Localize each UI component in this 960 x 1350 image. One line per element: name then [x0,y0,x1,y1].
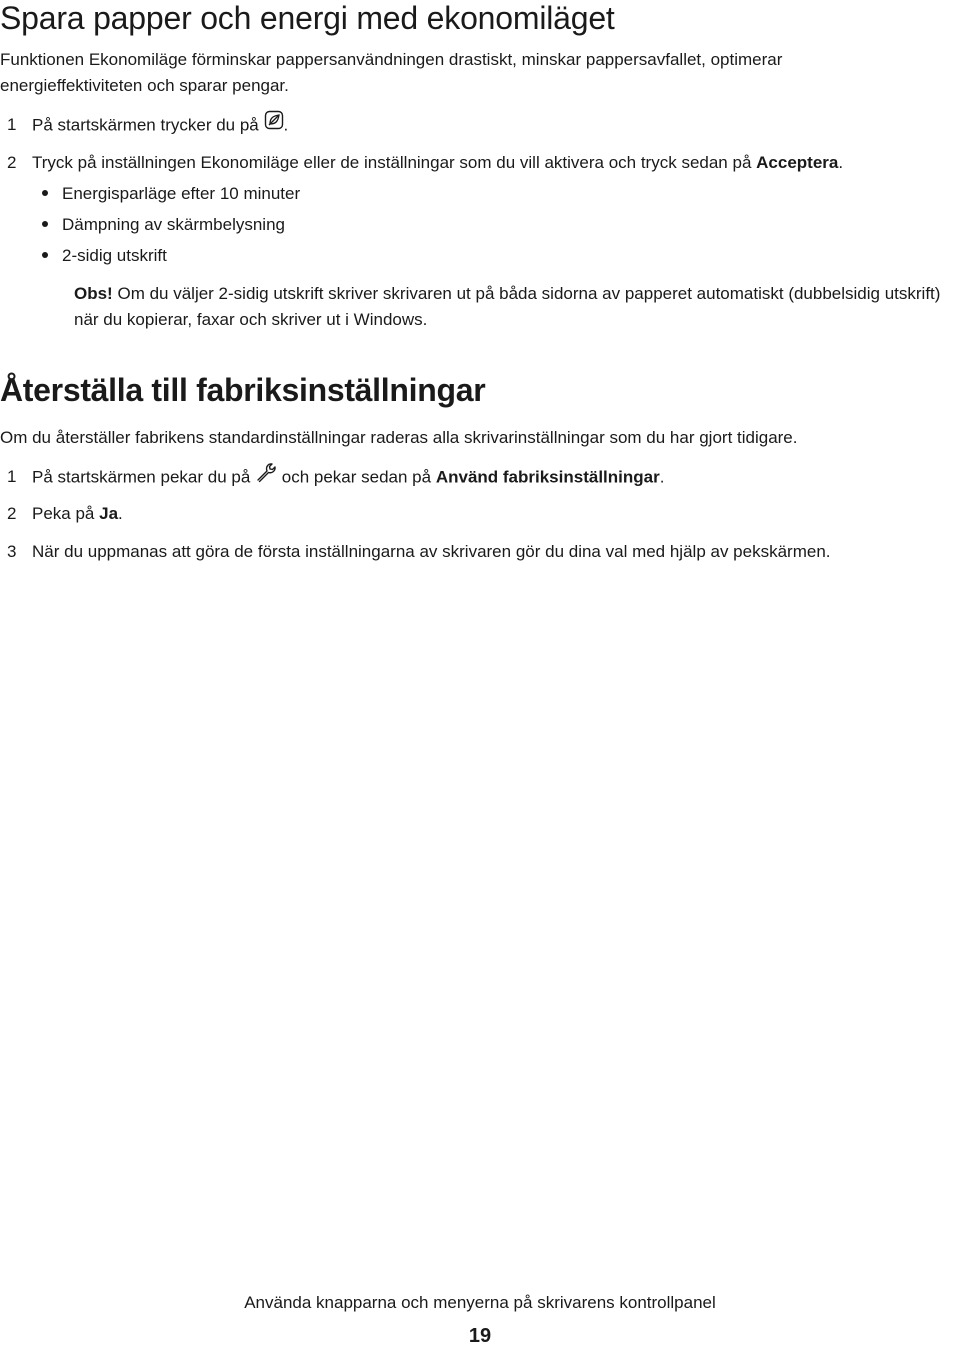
bullet-item: Energisparläge efter 10 minuter [42,181,300,207]
bullet-dot [42,221,48,227]
economy-intro-line1: Funktionen Ekonomiläge förminskar pappersanvändningen drastiskt, minskar pappersavfallet, optimerar [0,50,783,69]
economy-step-1: 1 På startskärmen trycker du på . [0,112,288,140]
note-block [74,281,958,333]
step-number: 2 [7,504,17,523]
factory-reset-intro: Om du återställer fabrikens standardinställningar raderas alla skrivarinställningar som du har gjort tidigare. [0,428,798,447]
economy-step-2: 2 Tryck på inställningen Ekonomiläge eller de inställningar som du vill aktivera och tryck sedan på Acceptera. [0,150,843,176]
step-number: 1 [7,467,17,487]
economy-intro-line2: energieffektiviteten och sparar pengar. [0,76,289,95]
reset-step-2: 2 Peka på Ja. [0,501,123,527]
reset-step-1: 1 På startskärmen pekar du på och pekar sedan på Använd fabriksinställningar. [0,463,664,493]
bullet-dot [42,190,48,196]
step-bold-accept: Acceptera [756,153,839,172]
step-number: 3 [7,542,17,561]
section-title-economy: Spara papper och energi med ekonomiläget [0,0,615,36]
step-text: På startskärmen trycker du på [32,115,259,135]
bullet-dot [42,252,48,258]
step-text: När du uppmanas att göra de första inställningarna av skrivaren gör du dina val med hjälp av pekskärmen. [32,542,831,561]
step-number: 1 [7,115,17,135]
bullet-item: Dämpning av skärmbelysning [42,212,285,238]
eco-leaf-icon [264,110,284,138]
step-bold-factory-defaults: Använd fabriksinställningar [435,467,660,487]
section-title-factory-reset: Återställa till fabriksinställningar [0,372,486,408]
step-text: Peka på [32,504,95,523]
wrench-icon [255,461,277,491]
note-label: Obs! [74,284,113,303]
note-text: Om du väljer 2-sidig utskrift skriver skrivaren ut på båda sidorna av papperet automatiskt (dubbelsidig utskrift) när du kopierar, faxar och skriver ut i Windows. [74,284,941,329]
page-footer: Använda knapparna och menyerna på skrivarens kontrollpanel [244,1293,716,1312]
step-text: Tryck på inställningen Ekonomiläge eller de inställningar som du vill aktivera och tryck sedan på [32,153,752,172]
step-number: 2 [7,153,17,172]
step-text: På startskärmen pekar du på [32,467,251,487]
step-bold-yes: Ja [99,504,119,523]
bullet-item: 2-sidig utskrift [42,243,167,269]
page-number: 19 [468,1325,492,1347]
reset-step-3 [0,539,831,565]
